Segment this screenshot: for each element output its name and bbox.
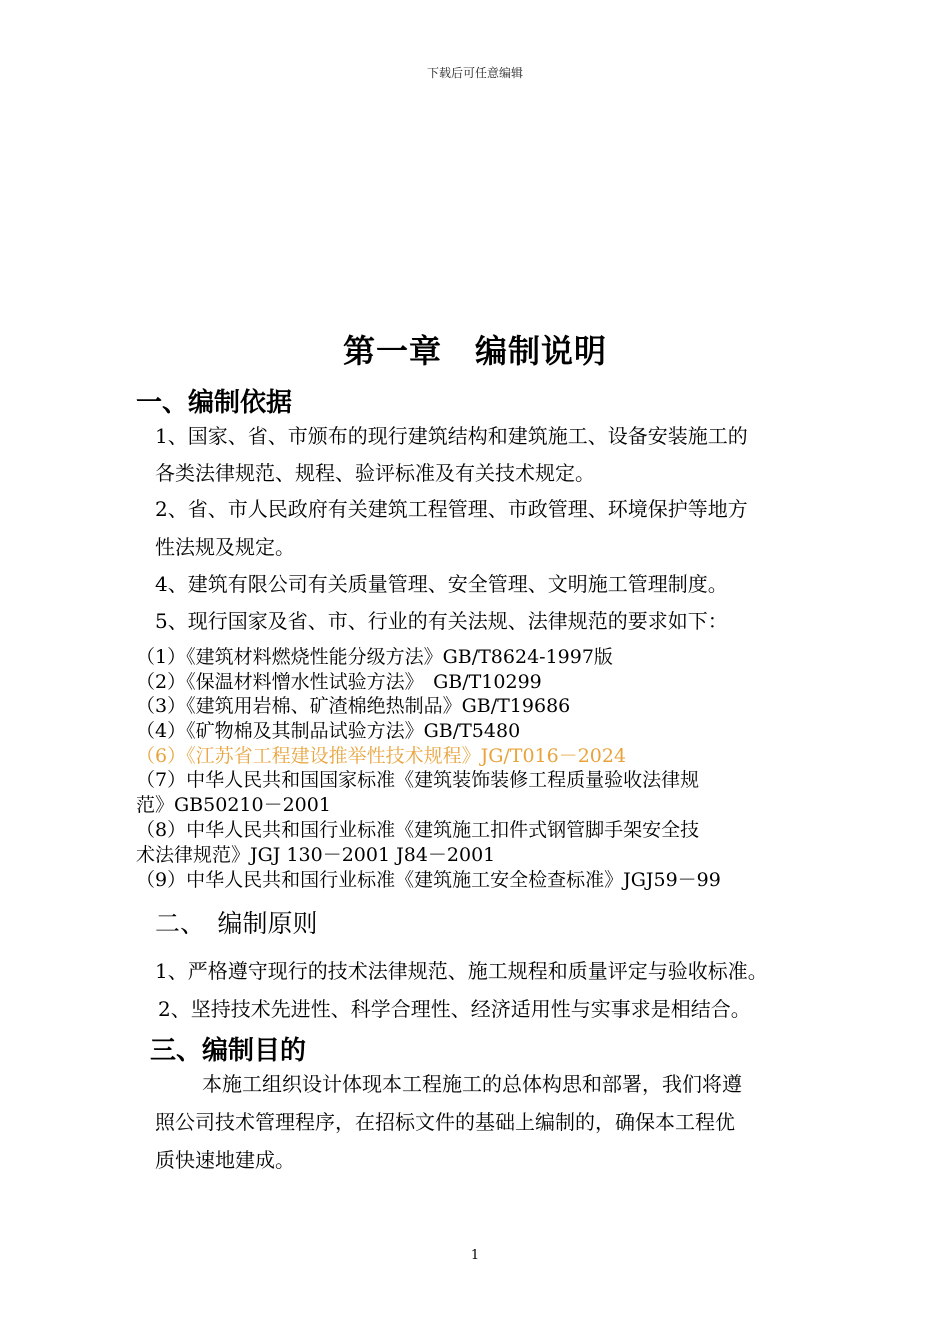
purpose-line: 本施工组织设计体现本工程施工的总体构思和部署，我们将遵: [202, 1072, 742, 1096]
page-header: 下载后可任意编辑: [426, 66, 523, 80]
basis-item: 5、现行国家及省、市、行业的有关法规、法律规范的要求如下：: [155, 609, 728, 633]
section-heading-purpose: 三、编制目的: [150, 1036, 307, 1066]
reference-item: （2）《保温材料憎水性试验方法》 GB/T10299: [136, 671, 542, 693]
reference-item: 范》GB50210－2001: [136, 794, 331, 816]
basis-item: 4、建筑有限公司有关质量管理、安全管理、文明施工管理制度。: [155, 572, 728, 596]
purpose-line: 照公司技术管理程序，在招标文件的基础上编制的，确保本工程优: [155, 1110, 735, 1134]
principle-item: 1、严格遵守现行的技术法律规范、施工规程和质量评定与验收标准。: [155, 959, 768, 983]
reference-item: （4）《矿物棉及其制品试验方法》GB/T5480: [136, 720, 521, 742]
reference-item: （7）中华人民共和国国家标准《建筑装饰装修工程质量验收法律规: [136, 769, 700, 791]
chapter-title: 第一章 编制说明: [342, 332, 607, 370]
section-heading-basis: 一、编制依据: [136, 388, 293, 418]
reference-item: （1）《建筑材料燃烧性能分级方法》GB/T8624-1997版: [136, 646, 613, 668]
reference-item: （3）《建筑用岩棉、矿渣棉绝热制品》GB/T19686: [136, 695, 571, 717]
section-heading-principles: 二、 编制原则: [155, 909, 318, 938]
reference-item: （9）中华人民共和国行业标准《建筑施工安全检查标准》JGJ59－99: [136, 869, 721, 891]
page-number: 1: [470, 1248, 480, 1263]
basis-item: 1、国家、省、市颁布的现行建筑结构和建筑施工、设备安装施工的: [155, 424, 748, 448]
reference-item-highlighted: （6）《江苏省工程建设推举性技术规程》JG/T016－2024: [136, 745, 627, 767]
purpose-line: 质快速地建成。: [155, 1148, 295, 1172]
basis-item: 性法规及规定。: [155, 535, 295, 559]
basis-item: 各类法律规范、规程、验评标准及有关技术规定。: [155, 461, 595, 485]
reference-item: （8）中华人民共和国行业标准《建筑施工扣件式钢管脚手架安全技: [136, 819, 700, 841]
principle-item: 2、坚持技术先进性、科学合理性、经济适用性与实事求是相结合。: [158, 997, 751, 1021]
reference-item: 术法律规范》JGJ 130－2001 J84－2001: [136, 844, 496, 866]
basis-item: 2、省、市人民政府有关建筑工程管理、市政管理、环境保护等地方: [155, 497, 748, 521]
